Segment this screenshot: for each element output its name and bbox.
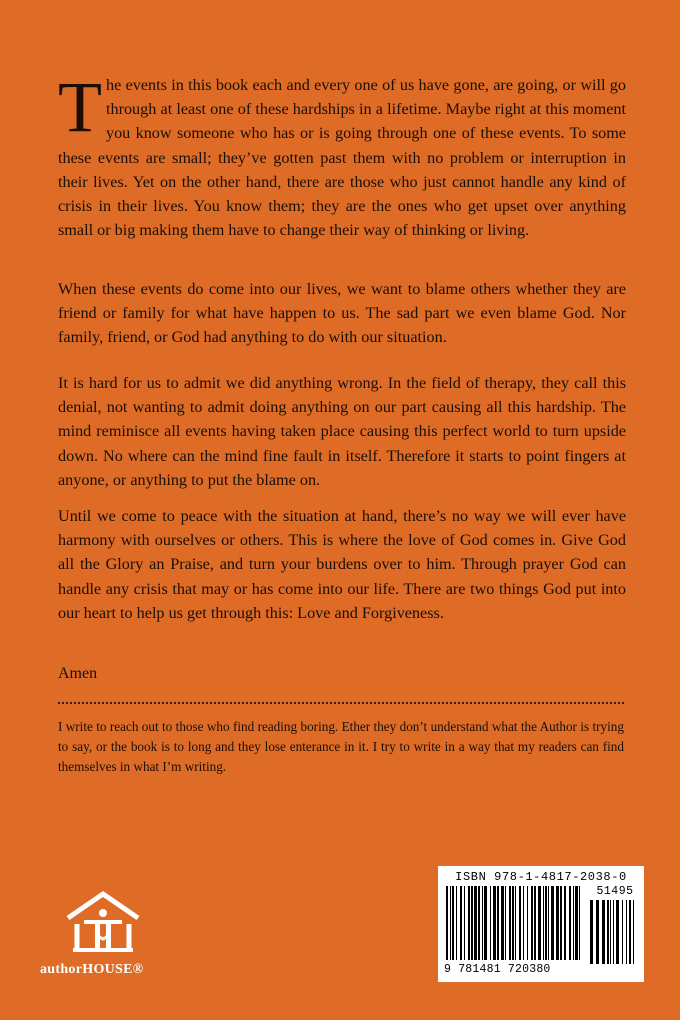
paragraph-4-text: Until we come to peace with the situation at hand, there’s no way we will ever have harmony with ourselves or others. This is where the love of God comes in. Give God all the Glory an Praise, and turn your burdens over to him. Through prayer God can handle any crisis that may or has come into our life. There are two things God put into our heart to help us get through this: Love and Forgiveness. [58,507,626,622]
paragraph-2-text: When these events do come into our lives, we want to blame others whether they are friend or family for what have happen to us. The sad part we even blame God. Nor family, friend, or God had anything to do with our situation. [58,280,626,347]
dotted-divider [58,702,624,704]
addon-code: 51495 [596,885,634,898]
about-author-text: I write to reach out to those who find reading boring. Ether they don’t understand what the Author is trying to say, or the book is to long and they lose enterance in it. I try to write in a way that my readers can find themselves in what I’m writing. [58,719,624,774]
authorhouse-logo-icon [62,888,144,956]
paragraph-3 [58,371,626,492]
isbn-barcode [438,866,644,982]
publisher-name: authorHOUSE® [40,962,144,977]
paragraph-2 [58,277,626,350]
isbn-label: ISBN 978-1-4817-2038-0 [455,870,627,884]
closing-amen: Amen [58,665,98,682]
paragraph-1-text: he events in this book each and every one of us have gone, are going, or will go through at least one of these hardships in a lifetime. Maybe right at this moment you know someone who has or is going through one of these events. To some these events are small; they’ve gotten past them with no problem or interruption in their lives. Yet on the other hand, there are those who just cannot handle any kind of crisis in their lives. You know them; they are the ones who get upset over anything small or big making them have to change their way of thinking or living. [58,76,626,240]
ean-digits: 9 781481 720380 [444,963,551,976]
paragraph-1 [58,67,626,242]
drop-cap: T [58,67,102,147]
paragraph-4 [58,504,626,625]
paragraph-3-text: It is hard for us to admit we did anything wrong. In the field of therapy, they call this denial, not wanting to admit doing anything on our part causing all this hardship. The mind reminisce all events having taken place causing this perfect world to turn upside down. No where can the mind fine fault in itself. Therefore it starts to point fingers at anyone, or anything to put the blame on. [58,374,626,489]
